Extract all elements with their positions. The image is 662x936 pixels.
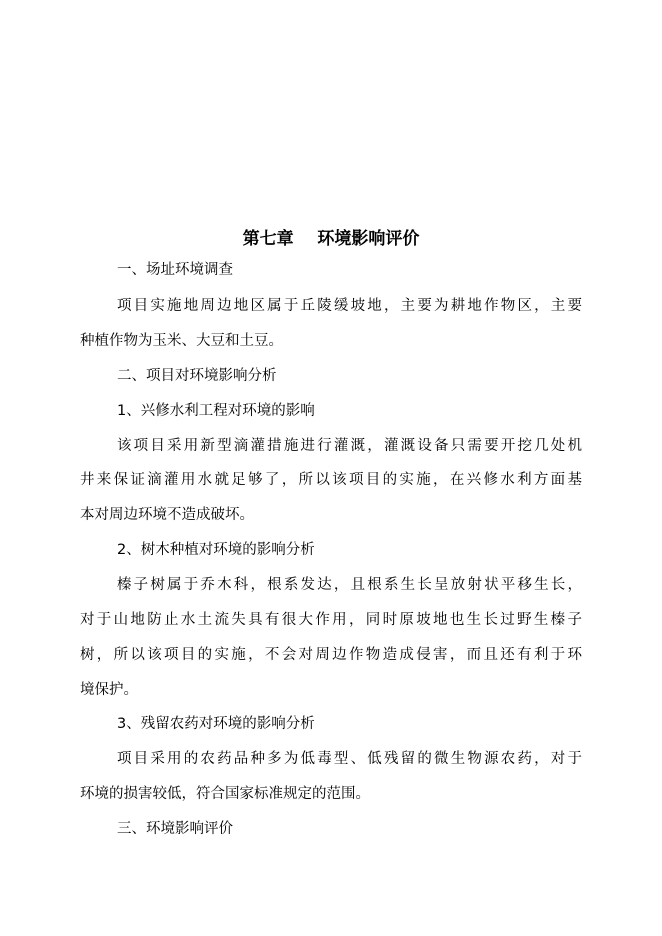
paragraph-line: 项目实施地周边地区属于丘陵缓坡地，主要为耕地作物区，主要: [117, 298, 582, 314]
paragraph-line: 项目采用的农药品种多为低毒型、低残留的微生物源农药，对于: [117, 751, 582, 767]
paragraph-line: 种植作物为玉米、大豆和土豆。: [80, 333, 283, 349]
paragraph-line: 树，所以该项目的实施，不会对周边作物造成侵害，而且还有利于环: [80, 647, 582, 663]
section-heading-impact-assessment: 三、环境影响评价: [117, 821, 233, 837]
paragraph-line: 本对周边环境不造成破坏。: [80, 507, 254, 523]
paragraph-line: 榛子树属于乔木科，根系发达，且根系生长呈放射状平移生长，: [117, 577, 582, 593]
paragraph-line: 环境的损害较低，符合国家标准规定的范围。: [80, 786, 370, 802]
paragraph-line: 对于山地防止水土流失具有很大作用，同时原坡地也生长过野生榛子: [80, 612, 582, 628]
subsection-heading-tree-planting: 2、树木种植对环境的影响分析: [117, 542, 315, 558]
section-heading-site-survey: 一、场址环境调查: [117, 262, 233, 278]
paragraph-line: 该项目采用新型滴灌措施进行灌溉，灌溉设备只需要开挖几处机: [117, 438, 582, 454]
subsection-heading-water-works: 1、兴修水利工程对环境的影响: [117, 403, 315, 419]
chapter-title: 第七章 环境影响评价: [242, 229, 420, 249]
paragraph-line: 境保护。: [80, 682, 138, 698]
paragraph-line: 井来保证滴灌用水就足够了，所以该项目的实施，在兴修水利方面基: [80, 472, 582, 488]
section-heading-impact-analysis: 二、项目对环境影响分析: [117, 368, 277, 384]
subsection-heading-pesticide: 3、残留农药对环境的影响分析: [117, 716, 315, 732]
